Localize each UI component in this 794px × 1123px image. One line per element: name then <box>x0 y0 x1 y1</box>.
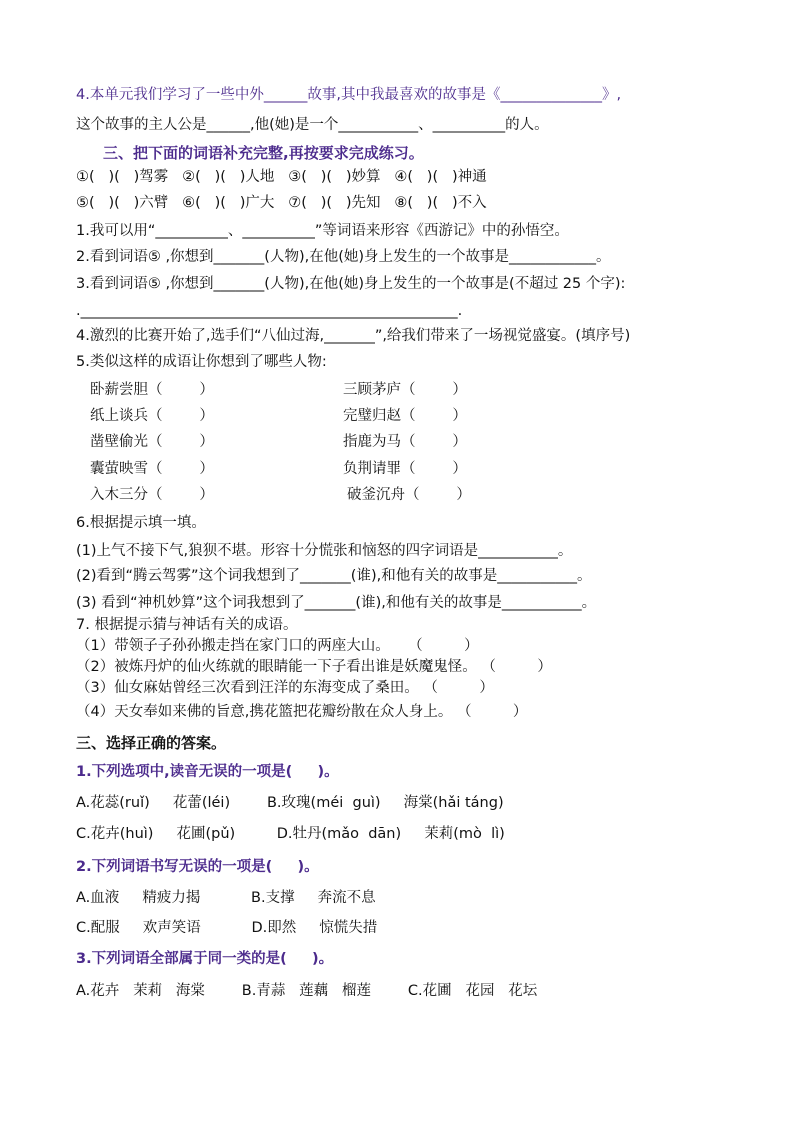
idiom-item: 卧薪尝胆（ ） <box>90 382 214 398</box>
vocab-question-7-1: （1）带领子子孙孙搬走挡在家门口的两座大山。 （ ） <box>76 638 479 654</box>
vocab-question-6-1: (1)上气不接下气,狼狈不堪。形容十分慌张和恼怒的四字词语是___________。 <box>76 543 573 559</box>
vocab-row-1: ①( )( )驾雾 ②( )( )人地 ③( )( )妙算 ④( )( )神通 <box>76 169 487 185</box>
vocab-question-5: 5.类似这样的成语让你想到了哪些人物: <box>76 354 327 370</box>
idiom-item: 破釜沉舟（ ） <box>347 487 471 503</box>
vocab-question-7: 7. 根据提示猜与神话有关的成语。 <box>76 617 298 633</box>
vocab-question-7-4: （4）天女奉如来佛的旨意,携花篮把花瓣纷散在众人身上。 （ ） <box>76 704 528 720</box>
choice-2-options-ab: A.血液 精疲力揭 B.支撑 奔流不息 <box>76 890 376 906</box>
choice-question-3: 3.下列词语全部属于同一类的是( )。 <box>76 951 334 967</box>
idiom-item: 凿壁偷光（ ） <box>90 434 214 450</box>
vocab-question-3-blank: .____________________________________________________. <box>76 303 463 319</box>
vocab-question-3: 3.看到词语⑤ ,你想到_______(人物),在他(她)身上发生的一个故事是(不超过 25 个字): <box>76 276 626 292</box>
choice-1-options-cd: C.花卉(huì) 花圃(pǔ) D.牡丹(mǎo dān) 茉莉(mò lì) <box>76 826 505 842</box>
idiom-item: 负荆请罪（ ） <box>343 461 467 477</box>
section-vocab-heading: 三、把下面的词语补充完整,再按要求完成练习。 <box>103 144 424 162</box>
vocab-question-7-3: （3）仙女麻姑曾经三次看到汪洋的东海变成了桑田。 （ ） <box>76 680 494 696</box>
choice-question-1: 1.下列选项中,读音无误的一项是( )。 <box>76 764 339 780</box>
vocab-question-7-2: （2）被炼丹炉的仙火练就的眼睛能一下子看出谁是妖魔鬼怪。 （ ） <box>76 659 552 675</box>
top-q4-line1: 4.本单元我们学习了一些中外______故事,其中我最喜欢的故事是《______________》, <box>76 87 622 103</box>
choice-3-options: A.花卉 茉莉 海棠 B.青蒜 莲藕 榴莲 C.花圃 花园 花坛 <box>76 983 538 999</box>
idiom-item: 囊萤映雪（ ） <box>90 461 214 477</box>
idiom-item: 三顾茅庐（ ） <box>343 382 467 398</box>
idiom-item: 指鹿为马（ ） <box>343 434 467 450</box>
vocab-question-2: 2.看到词语⑤ ,你想到_______(人物),在他(她)身上发生的一个故事是____________。 <box>76 249 611 265</box>
idiom-item: 完璧归赵（ ） <box>343 408 467 424</box>
vocab-question-6-3: (3) 看到“神机妙算”这个词我想到了_______(谁),和他有关的故事是___________。 <box>76 595 597 611</box>
choice-2-options-cd: C.配服 欢声笑语 D.即然 惊慌失措 <box>76 920 378 936</box>
choice-1-options-ab: A.花蕊(ruǐ) 花蕾(léi) B.玫瑰(méi guì) 海棠(hǎi táng) <box>76 795 504 811</box>
vocab-row-2: ⑤( )( )六臂 ⑥( )( )广大 ⑦( )( )先知 ⑧( )( )不入 <box>76 195 487 211</box>
idiom-item: 纸上谈兵（ ） <box>90 408 214 424</box>
vocab-question-6: 6.根据提示填一填。 <box>76 515 206 531</box>
idiom-item: 入木三分（ ） <box>90 487 214 503</box>
vocab-question-6-2: (2)看到“腾云驾雾”这个词我想到了_______(谁),和他有关的故事是___________。 <box>76 568 592 584</box>
vocab-question-1: 1.我可以用“__________、__________”等词语来形容《西游记》中的孙悟空。 <box>76 223 569 239</box>
vocab-question-4: 4.激烈的比赛开始了,选手们“八仙过海,_______”,给我们带来了一场视觉盛宴。(填序号) <box>76 328 631 344</box>
choice-question-2: 2.下列词语书写无误的一项是( )。 <box>76 859 319 875</box>
top-q4-line2: 这个故事的主人公是______,他(她)是一个___________、__________的人。 <box>76 117 549 133</box>
section-choice-heading: 三、选择正确的答案。 <box>76 734 227 752</box>
